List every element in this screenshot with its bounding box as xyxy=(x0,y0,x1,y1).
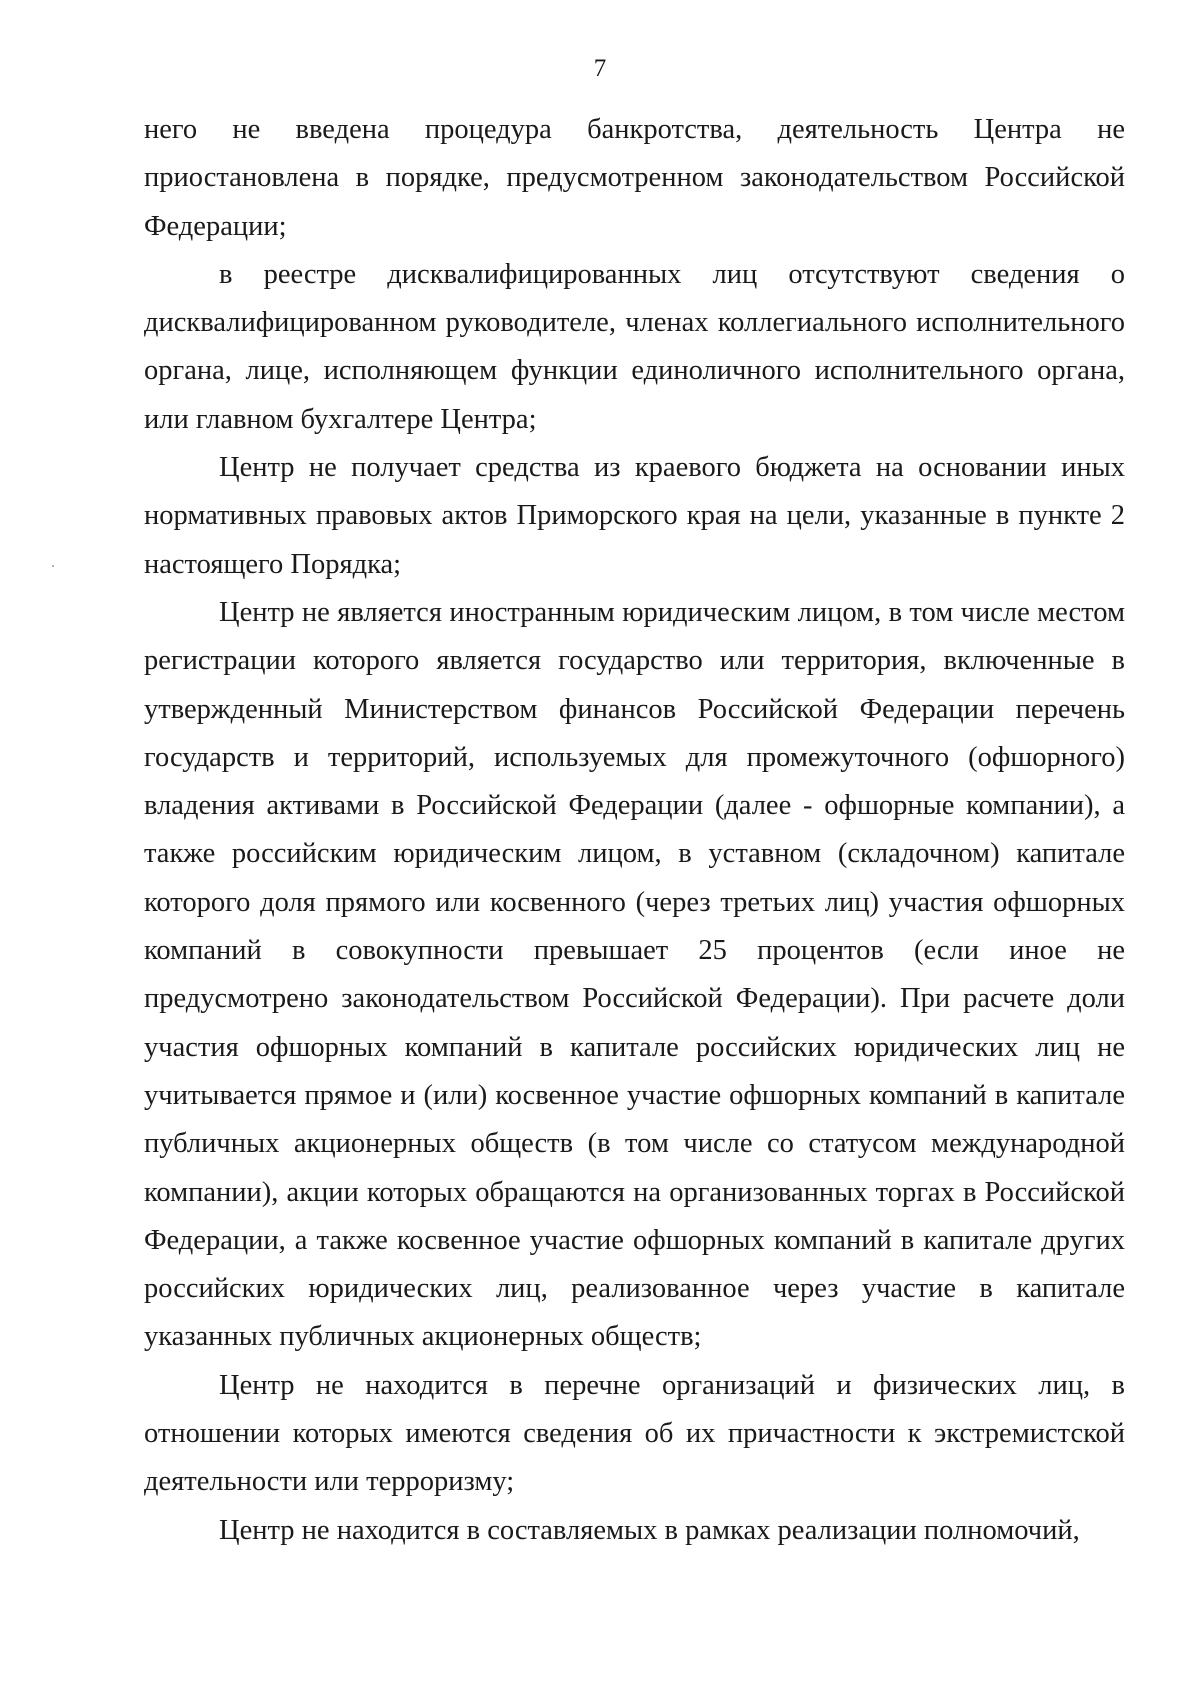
paragraph-disqualified-registry: в реестре дисквалифицированных лиц отсутствуют сведения о дисквалифицированном руководителе, членах коллегиального исполнительного органа, лице, исполняющем функции единоличного исполнительного органа, или главном бухгалтере Центра; xyxy=(144,258,1125,435)
document-body xyxy=(144,106,1125,1555)
paragraph-compiled-lists: Центр не находится в составляемых в рамках реализации полномочий, xyxy=(219,1514,1080,1546)
paragraph-extremism-list: Центр не находится в перечне организаций и физических лиц, в отношении которых имеются сведения об их причастности к экстремистской деятельности или терроризму; xyxy=(144,1369,1125,1498)
page-number: 7 xyxy=(593,55,607,82)
paragraph-continuation: него не введена процедура банкротства, деятельность Центра не приостановлена в порядке, предусмотренном законодательством Российской Федерации; xyxy=(144,114,1125,242)
paragraph-regional-budget: Центр не получает средства из краевого бюджета на основании иных нормативных правовых актов Приморского края на цели, указанные в пункте 2 настоящего Порядка; xyxy=(144,452,1125,580)
scan-artifact xyxy=(52,565,54,567)
paragraph-offshore-companies: Центр не является иностранным юридическим лицом, в том числе местом регистрации которого является государство или территория, включенные в утвержденный Министерством финансов Российской Федерации перечень государств и территорий, используемых для промежуточного (офшорного) владения активами в Российской Федерации (далее - офшорные компании), а также российским юридическим лицом, в уставном (складочном) капитале которого доля прямого или косвенного (через третьих лиц) участия офшорных компаний в совокупности превышает 25 процентов (если иное не предусмотрено законодательством Российской Федерации). При расчете доли участия офшорных компаний в капитале российских юридических лиц не учитывается прямое и (или) косвенное участие офшорных компаний в капитале публичных акционерных обществ (в том числе со статусом международной компании), акции которых обращаются на организованных торгах в Российской Федерации, а также косвенное участие офшорных компаний в капитале других российских юридических лиц, реализованное через участие в капитале указанных публичных акционерных обществ; xyxy=(144,596,1125,1353)
